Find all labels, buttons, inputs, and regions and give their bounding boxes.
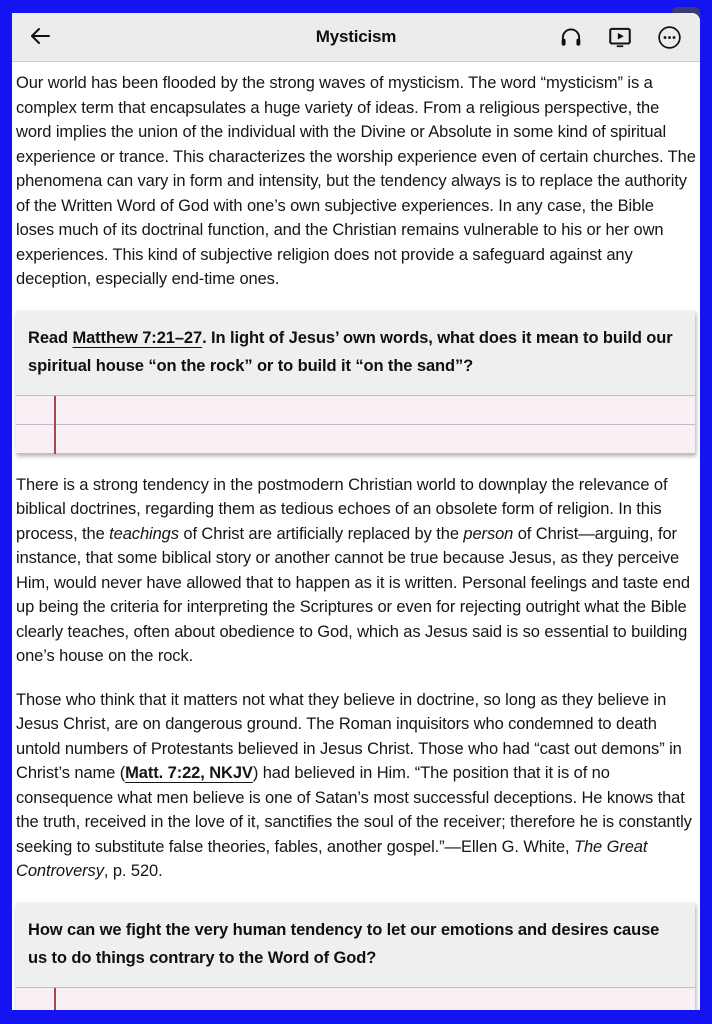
text-run: The Great Controversy	[16, 837, 648, 880]
page-title: Mysticism	[315, 27, 397, 46]
audio-button[interactable]	[556, 22, 586, 52]
video-icon	[607, 24, 633, 50]
question-text	[16, 903, 695, 987]
lesson-content	[12, 62, 700, 1010]
text-run: . In light of Jesus’ own words, what does it mean to build our spiritual house “on the rock” or to build it “on the sand”?	[28, 328, 673, 375]
notebook-margin-line	[54, 396, 56, 454]
answer-line[interactable]	[16, 396, 695, 425]
app-header	[12, 13, 700, 62]
paragraph	[16, 71, 696, 292]
text-run: of Christ are artificially replaced by the	[178, 524, 464, 543]
text-run: ) had believed in Him. “The position that it is of no consequence what men believe is one of Satan’s most successful deceptions. He knows that the truth, received in the love of it, sanctifies the soul of the receiver; therefore he is constantly seeking to substitute false theories, fables, another gospel.”—Ellen G. White,	[16, 764, 692, 856]
question-text	[16, 311, 695, 395]
answer-line[interactable]	[16, 988, 695, 1011]
question-card	[16, 311, 695, 454]
text-run: Our world has been flooded by the strong waves of mysticism. The word “mysticism” is a complex term that encapsulates a huge variety of ideas. From a religious perspective, the word implies the union of the individual with the Divine or Absolute in some kind of spiritual experience or trance. This characterizes the worship experience even of certain churches. The phenomena can vary in form and intensity, but the tendency always is to replace the authority of the Written Word of God with one’s own subjective experiences. In any case, the Bible loses much of its doctrinal function, and the Christian remains vulnerable to his or her own experiences. This kind of subjective religion does not provide a safeguard against any deception, especially end-time ones.	[16, 74, 696, 288]
scripture-link[interactable]: Matthew 7:21–27	[72, 328, 203, 347]
arrow-left-icon	[28, 24, 52, 51]
answer-area	[16, 987, 695, 1011]
more-button[interactable]	[654, 22, 684, 52]
paragraph	[16, 473, 696, 669]
video-button[interactable]	[605, 22, 635, 52]
reader-page	[12, 13, 700, 1010]
text-run: Those who think that it matters not what they believe in doctrine, so long as they believe in Jesus Christ, are on dangerous ground. The Roman inquisitors who condemned to death untold numbers of Protestants believed in Jesus Christ. Those who had “cast out demons” in Christ’s name (	[16, 690, 682, 782]
question-card	[16, 903, 695, 1011]
notebook-margin-line	[54, 988, 56, 1011]
text-run: Read	[28, 328, 73, 347]
text-run: There is a strong tendency in the postmodern Christian world to downplay the relevance of biblical doctrines, regarding them as tedious echoes of an obsolete form of religion. In this process, the	[16, 475, 668, 543]
text-run: of Christ—arguing, for instance, that some biblical story or another cannot be true because Jesus, as they perceive Him, would never have allowed that to happen as it is written. Personal feelings and taste end up being the criteria for interpreting the Scriptures or even for rejecting outright what the Bible clearly teaches, often about obedience to God, which as Jesus said is so essential to building one’s house on the rock.	[16, 524, 690, 665]
back-button[interactable]	[22, 19, 58, 55]
answer-line[interactable]	[16, 425, 695, 454]
paragraph	[16, 688, 696, 884]
text-run: , p. 520.	[103, 862, 163, 880]
headphones-icon	[558, 24, 584, 50]
text-run: How can we fight the very human tendency to let our emotions and desires cause us to do things contrary to the Word of God?	[28, 920, 660, 967]
text-run: teachings	[109, 524, 179, 543]
scripture-link[interactable]: Matt. 7:22, NKJV	[125, 764, 253, 782]
answer-area	[16, 395, 695, 454]
more-circle-icon	[656, 24, 683, 51]
header-actions	[556, 22, 684, 52]
text-run: person	[463, 524, 514, 543]
